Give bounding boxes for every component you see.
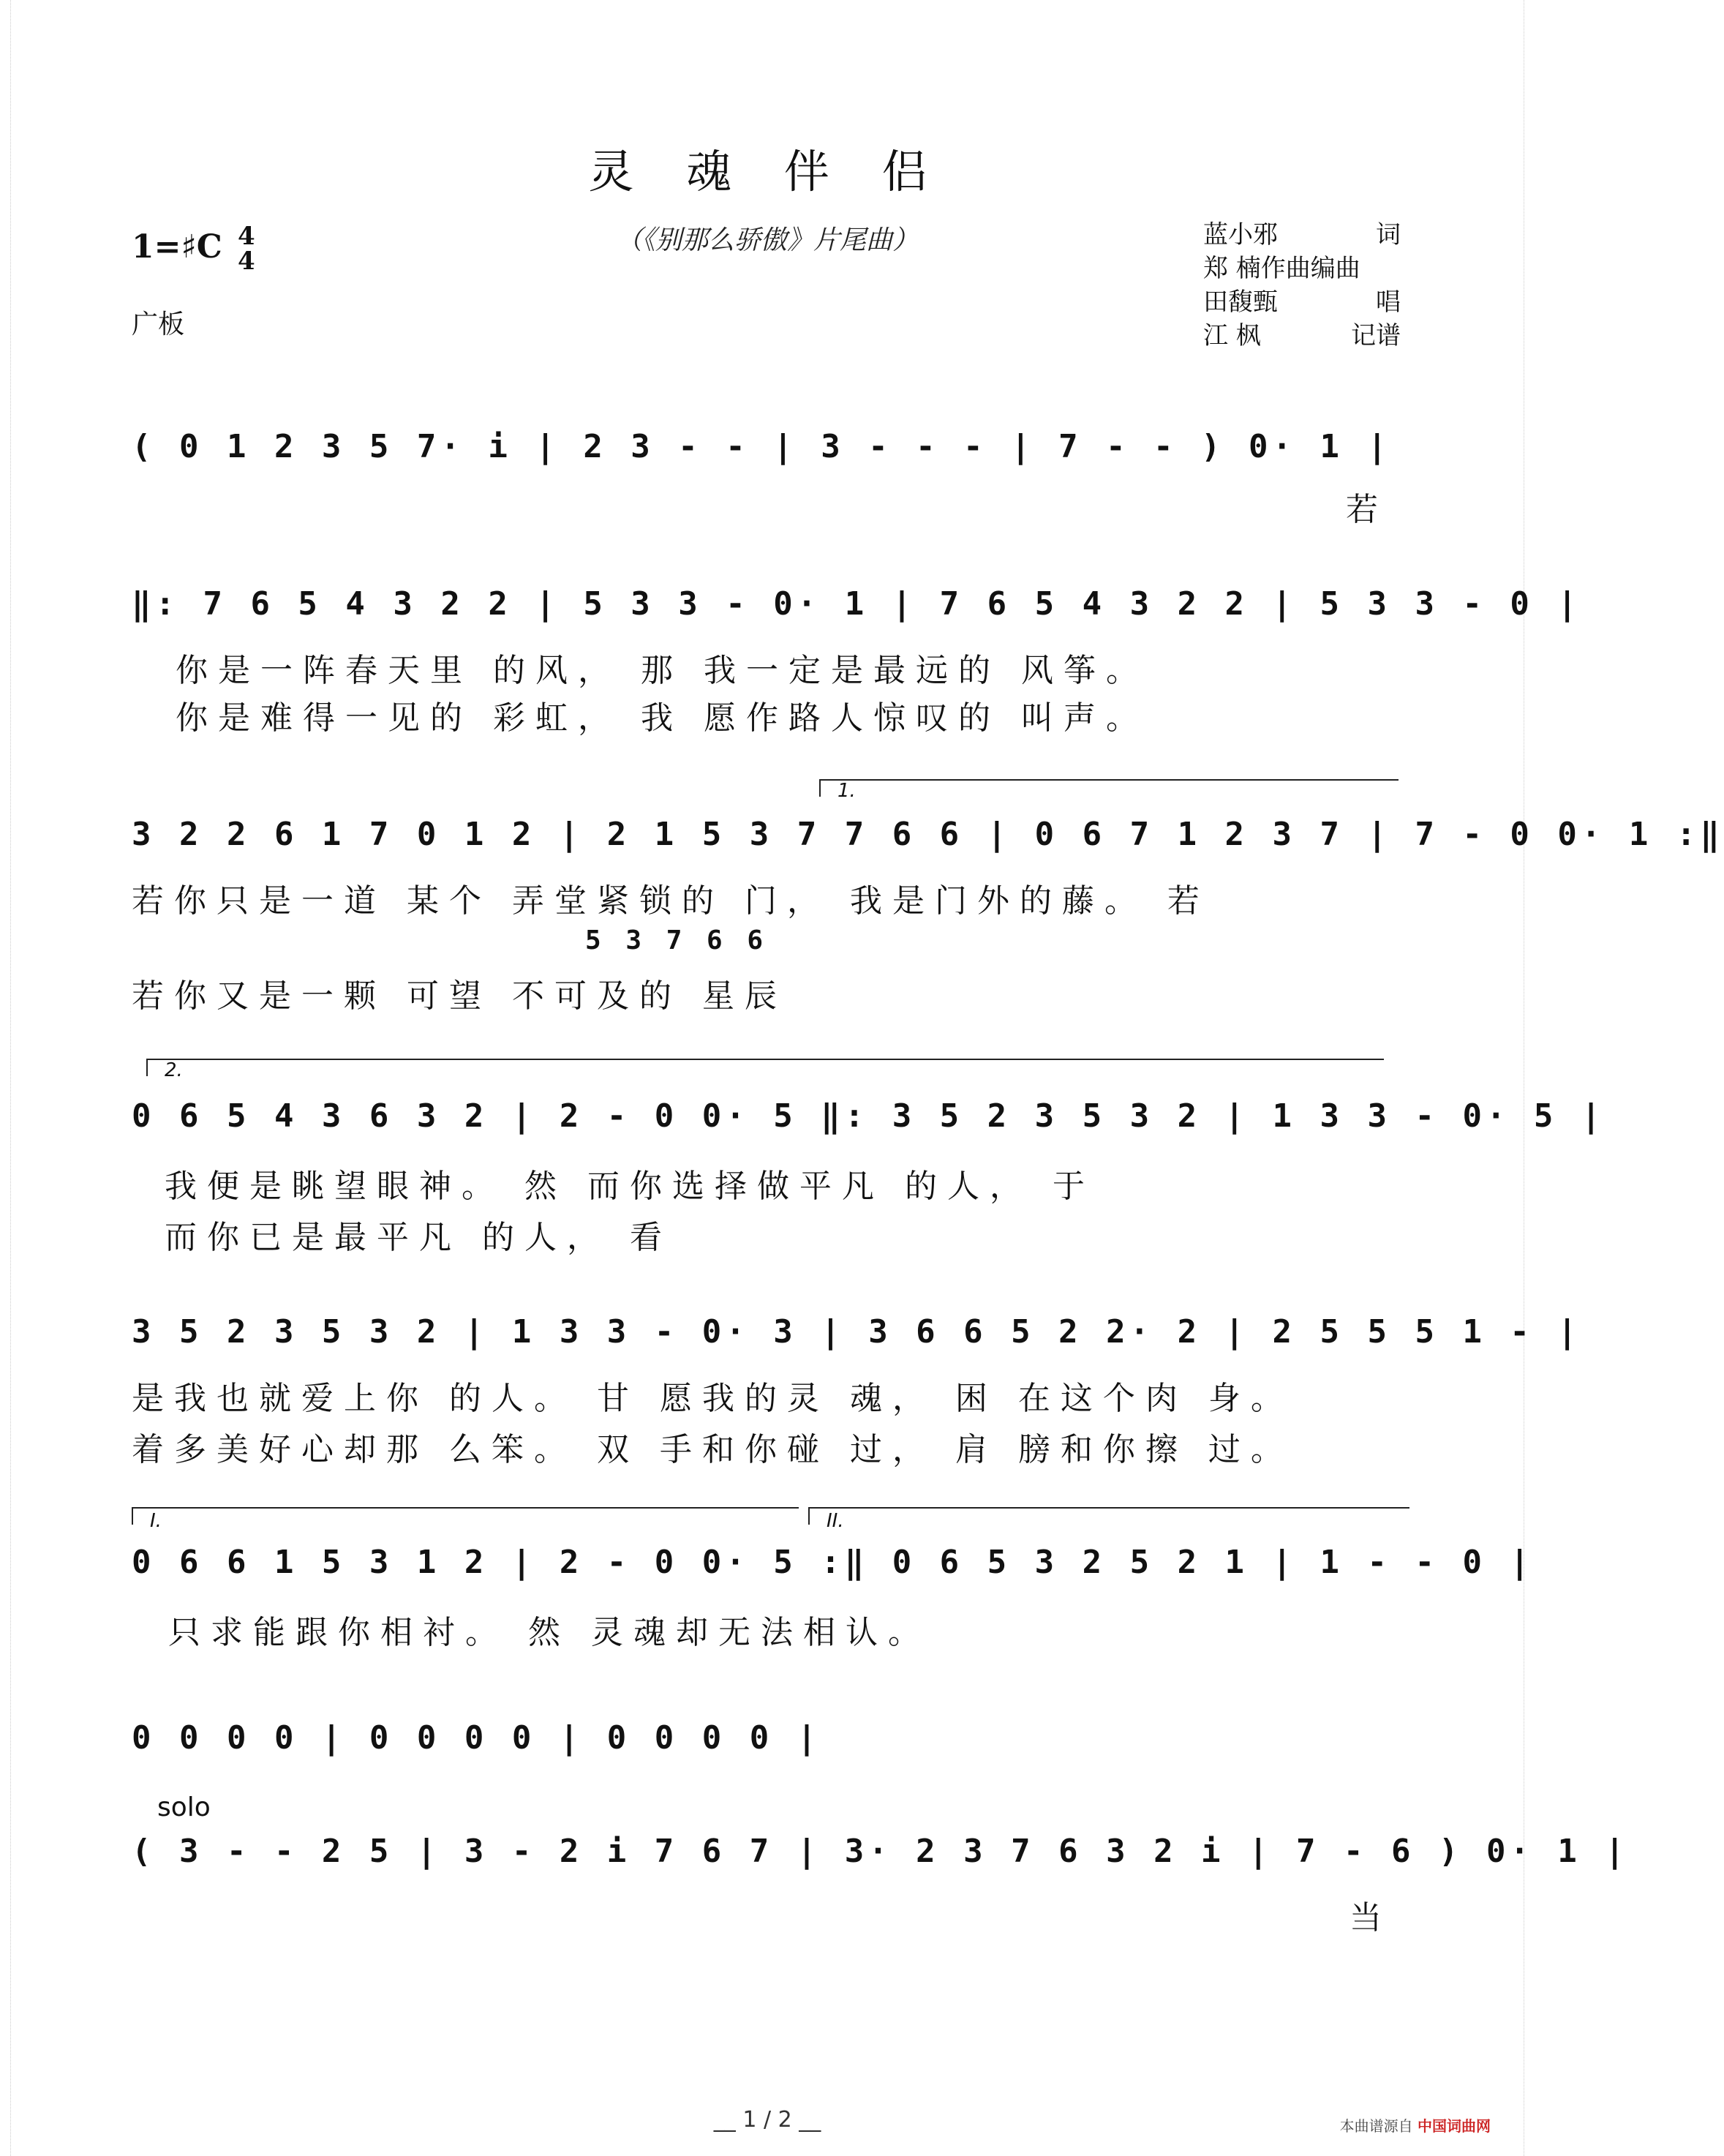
left-margin-strip	[0, 0, 11, 2156]
volta-label-4: II.	[827, 1510, 844, 1532]
volta-bracket-3	[132, 1507, 799, 1525]
variant-notation: 5 3 7 6 6	[585, 925, 768, 955]
lyric-line-3a: 若你只是一道 某个 弄堂紧锁的 门， 我是门外的藤。 若	[132, 882, 1210, 920]
credit-transcriber	[1203, 319, 1401, 353]
lyric-line-2b: 你是难得一见的 彩虹， 我 愿作路人惊叹的 叫声。	[176, 699, 1148, 737]
lyric-line-4a: 我便是眺望眼神。 然 而你选择做平凡 的人， 于	[165, 1168, 1095, 1205]
credits-block	[1203, 218, 1401, 353]
notation-line-8: ( 3 - - 2 5 | 3 - 2 i 7 6 7 | 3· 2 3 7 6 3 2 i | 7 - 6 ) 0· 1 |	[132, 1833, 1629, 1870]
volta-label-2: 2.	[165, 1059, 183, 1081]
volta-bracket-2	[146, 1059, 1384, 1076]
credit-name: 郑 楠作曲编曲	[1203, 254, 1360, 283]
credit-role: 词	[1376, 220, 1401, 249]
volta-bracket-1	[819, 779, 1399, 797]
song-title: 灵 魂 伴 侣	[588, 145, 946, 198]
time-signature-bottom: 4	[238, 247, 255, 276]
lyric-line-2a: 你是一阵春天里 的风， 那 我一定是最远的 风筝。	[176, 652, 1148, 689]
key-signature: 1=♯C	[132, 228, 222, 266]
lyric-line-1: 若	[1346, 491, 1388, 528]
credit-lyricist	[1203, 218, 1401, 252]
time-signature	[238, 224, 255, 274]
time-signature-top: 4	[238, 222, 255, 251]
lyric-line-8: 当	[1350, 1899, 1392, 1937]
lyric-line-5a: 是我也就爱上你 的人。 甘 愿我的灵 魂， 困 在这个肉 身。	[132, 1380, 1293, 1417]
source-watermark	[1340, 2114, 1491, 2136]
credit-name: 江 枫	[1203, 321, 1261, 350]
page-number: __ 1 / 2 __	[713, 2107, 821, 2133]
notation-line-4: 0 6 5 4 3 6 3 2 | 2 - 0 0· 5 ‖: 3 5 2 3 5 3 2 | 1 3 3 - 0· 5 |	[132, 1097, 1606, 1135]
volta-bracket-4	[808, 1507, 1409, 1525]
tempo-marking: 广板	[132, 309, 185, 339]
song-subtitle: （《别那么骄傲》片尾曲）	[615, 225, 919, 255]
credit-composer	[1203, 252, 1401, 285]
credit-role: 记谱	[1351, 321, 1401, 350]
credit-role: 唱	[1376, 288, 1401, 317]
lyric-line-3b: 若你又是一颗 可望 不可及的 星辰	[132, 977, 787, 1015]
lyric-line-6: 只求能跟你相衬。 然 灵魂却无法相认。	[168, 1614, 930, 1651]
notation-line-7: 0 0 0 0 | 0 0 0 0 | 0 0 0 0 |	[132, 1719, 821, 1757]
notation-line-6: 0 6 6 1 5 3 1 2 | 2 - 0 0· 5 :‖ 0 6 5 3 2 5 2 1 | 1 - - 0 |	[132, 1544, 1534, 1581]
watermark-prefix: 本曲谱源自	[1339, 2117, 1413, 2135]
notation-line-3: 3 2 2 6 1 7 0 1 2 | 2 1 5 3 7 7 6 6 | 0 6 7 1 2 3 7 | 7 - 0 0· 1 :‖	[132, 816, 1724, 853]
credit-name: 田馥甄	[1203, 288, 1278, 317]
solo-label: solo	[157, 1792, 211, 1822]
notation-line-5: 3 5 2 3 5 3 2 | 1 3 3 - 0· 3 | 3 6 6 5 2 2· 2 | 2 5 5 5 1 - |	[132, 1313, 1581, 1351]
notation-line-2: ‖: 7 6 5 4 3 2 2 | 5 3 3 - 0· 1 | 7 6 5 4 3 2 2 | 5 3 3 - 0 |	[132, 585, 1581, 623]
lyric-line-4b: 而你已是最平凡 的人， 看	[165, 1219, 672, 1256]
credit-singer	[1203, 285, 1401, 319]
watermark-brand: 中国词曲网	[1418, 2117, 1491, 2135]
volta-label-3: I.	[150, 1510, 162, 1532]
lyric-line-5b: 着多美好心却那 么笨。 双 手和你碰 过， 肩 膀和你擦 过。	[132, 1431, 1293, 1468]
volta-label-1: 1.	[837, 780, 856, 802]
notation-line-1: ( 0 1 2 3 5 7· i | 2 3 - - | 3 - - - | 7 - - ) 0· 1 |	[132, 428, 1391, 465]
credit-name: 蓝小邪	[1203, 220, 1278, 249]
